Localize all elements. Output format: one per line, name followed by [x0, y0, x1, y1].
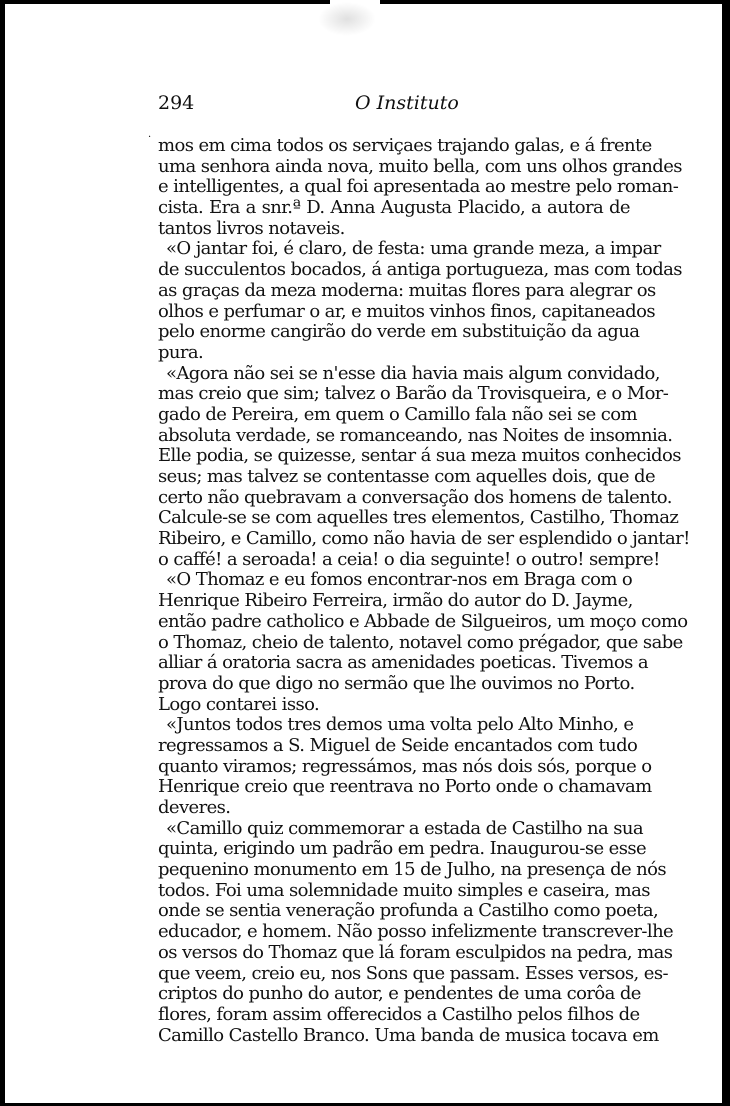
- text-line: mos em cima todos os serviçaes trajando galas, e á frente: [158, 135, 652, 156]
- page-number: 294: [158, 92, 195, 114]
- text-line: onde se sentia veneração profunda a Castilho como poeta,: [158, 900, 659, 922]
- text-line: tantos livros notaveis.: [158, 217, 345, 239]
- text-line: «Agora não sei se n'esse dia havia mais algum convidado,: [166, 362, 660, 384]
- text-line: pura.: [158, 341, 204, 363]
- text-line: «O jantar foi, é claro, de festa: uma grande meza, a impar: [166, 238, 661, 260]
- text-line: Henrique Ribeiro Ferreira, irmão do autor do D. Jayme,: [158, 590, 633, 612]
- text-line: o Thomaz, cheio de talento, notavel como prégador, que sabe: [158, 631, 683, 653]
- text-line: flores, foram assim offerecidos a Castilho pelos filhos de: [158, 1003, 640, 1025]
- text-line: pelo enorme cangirão do verde em substituição da agua: [158, 321, 640, 343]
- text-line: olhos e perfumar o ar, e muitos vinhos finos, capitaneados: [158, 300, 655, 322]
- text-line: quanto viramos; regressámos, mas nós dois sós, porque o: [158, 755, 652, 777]
- text-line: Henrique creio que reentrava no Porto onde o chamavam: [158, 776, 652, 798]
- text-line: gado de Pereira, em quem o Camillo fala não sei se com: [158, 403, 637, 425]
- page-header: [158, 92, 630, 122]
- scan-border-left: [0, 0, 5, 1106]
- text-line: uma senhora ainda nova, muito bella, com uns olhos grandes: [158, 155, 682, 177]
- text-line: e intelligentes, a qual foi apresentada ao mestre pelo roman-: [158, 176, 679, 198]
- text-line: Elle podia, se quizesse, sentar á sua meza muitos conhecidos: [158, 445, 681, 467]
- text-line: o caffé! a seroada! a ceia! o dia seguinte! o outro! sempre!: [158, 548, 660, 570]
- scan-border-top-right: [380, 0, 730, 4]
- text-line: «Juntos todos tres demos uma volta pelo Alto Minho, e: [166, 714, 634, 736]
- text-line: criptos do punho do autor, e pendentes de uma corôa de: [158, 983, 641, 1005]
- text-line: «O Thomaz e eu fomos encontrar-nos em Braga com o: [166, 569, 633, 591]
- text-line: mas creio que sim; talvez o Barão da Trovisqueira, e o Mor-: [158, 383, 669, 405]
- scan-border-top-left: [0, 0, 330, 4]
- text-line: pequenino monumento em 15 de Julho, na presença de nós: [158, 859, 667, 881]
- text-line: Ribeiro, e Camillo, como não havia de ser esplendido o jantar!: [158, 528, 690, 550]
- text-line: seus; mas talvez se contentasse com aquelles dois, que de: [158, 466, 656, 487]
- text-line: absoluta verdade, se romanceando, nas Noites de insomnia.: [158, 424, 673, 446]
- text-line: então padre catholico e Abbade de Silgueiros, um moço como: [158, 610, 688, 632]
- text-line: de succulentos bocados, á antiga portugueza, mas com todas: [158, 259, 682, 281]
- text-line: alliar á oratoria sacra as amenidades poeticas. Tivemos a: [158, 652, 649, 674]
- text-line: certo não quebravam a conversação dos homens de talento.: [158, 486, 672, 508]
- text-line: que veem, creio eu, nos Sons que passam. Esses versos, es-: [158, 962, 668, 984]
- text-line: quinta, erigindo um padrão em pedra. Inaugurou-se esse: [158, 838, 647, 860]
- scan-border-right: [722, 0, 730, 1106]
- text-line: todos. Foi uma solemnidade muito simples e caseira, mas: [158, 879, 650, 901]
- text-line: Calcule-se se com aquelles tres elementos, Castilho, Thomaz: [158, 507, 679, 529]
- text-line: cista. Era a snr.ª D. Anna Augusta Placido, a autora de: [158, 197, 630, 219]
- stray-dot: ·: [148, 132, 152, 143]
- text-line: os versos do Thomaz que lá foram esculpidos na pedra, mas: [158, 941, 673, 963]
- text-line: «Camillo quiz commemorar a estada de Castilho na sua: [166, 817, 643, 839]
- text-line: educador, e homem. Não posso infelizmente transcrever-lhe: [158, 921, 674, 943]
- text-line: regressamos a S. Miguel de Seide encantados com tudo: [158, 734, 638, 756]
- scan-smudge: [318, 2, 376, 36]
- text-line: as graças da meza moderna: muitas flores para alegrar os: [158, 279, 656, 301]
- text-line: deveres.: [158, 797, 231, 818]
- running-title: O Instituto: [355, 92, 459, 114]
- text-line: prova do que digo no sermão que lhe ouvimos no Porto.: [158, 672, 635, 694]
- text-line: Logo contarei isso.: [158, 693, 320, 715]
- text-line: Camillo Castello Branco. Uma banda de musica tocava em: [158, 1024, 659, 1046]
- body-text: [158, 135, 690, 1046]
